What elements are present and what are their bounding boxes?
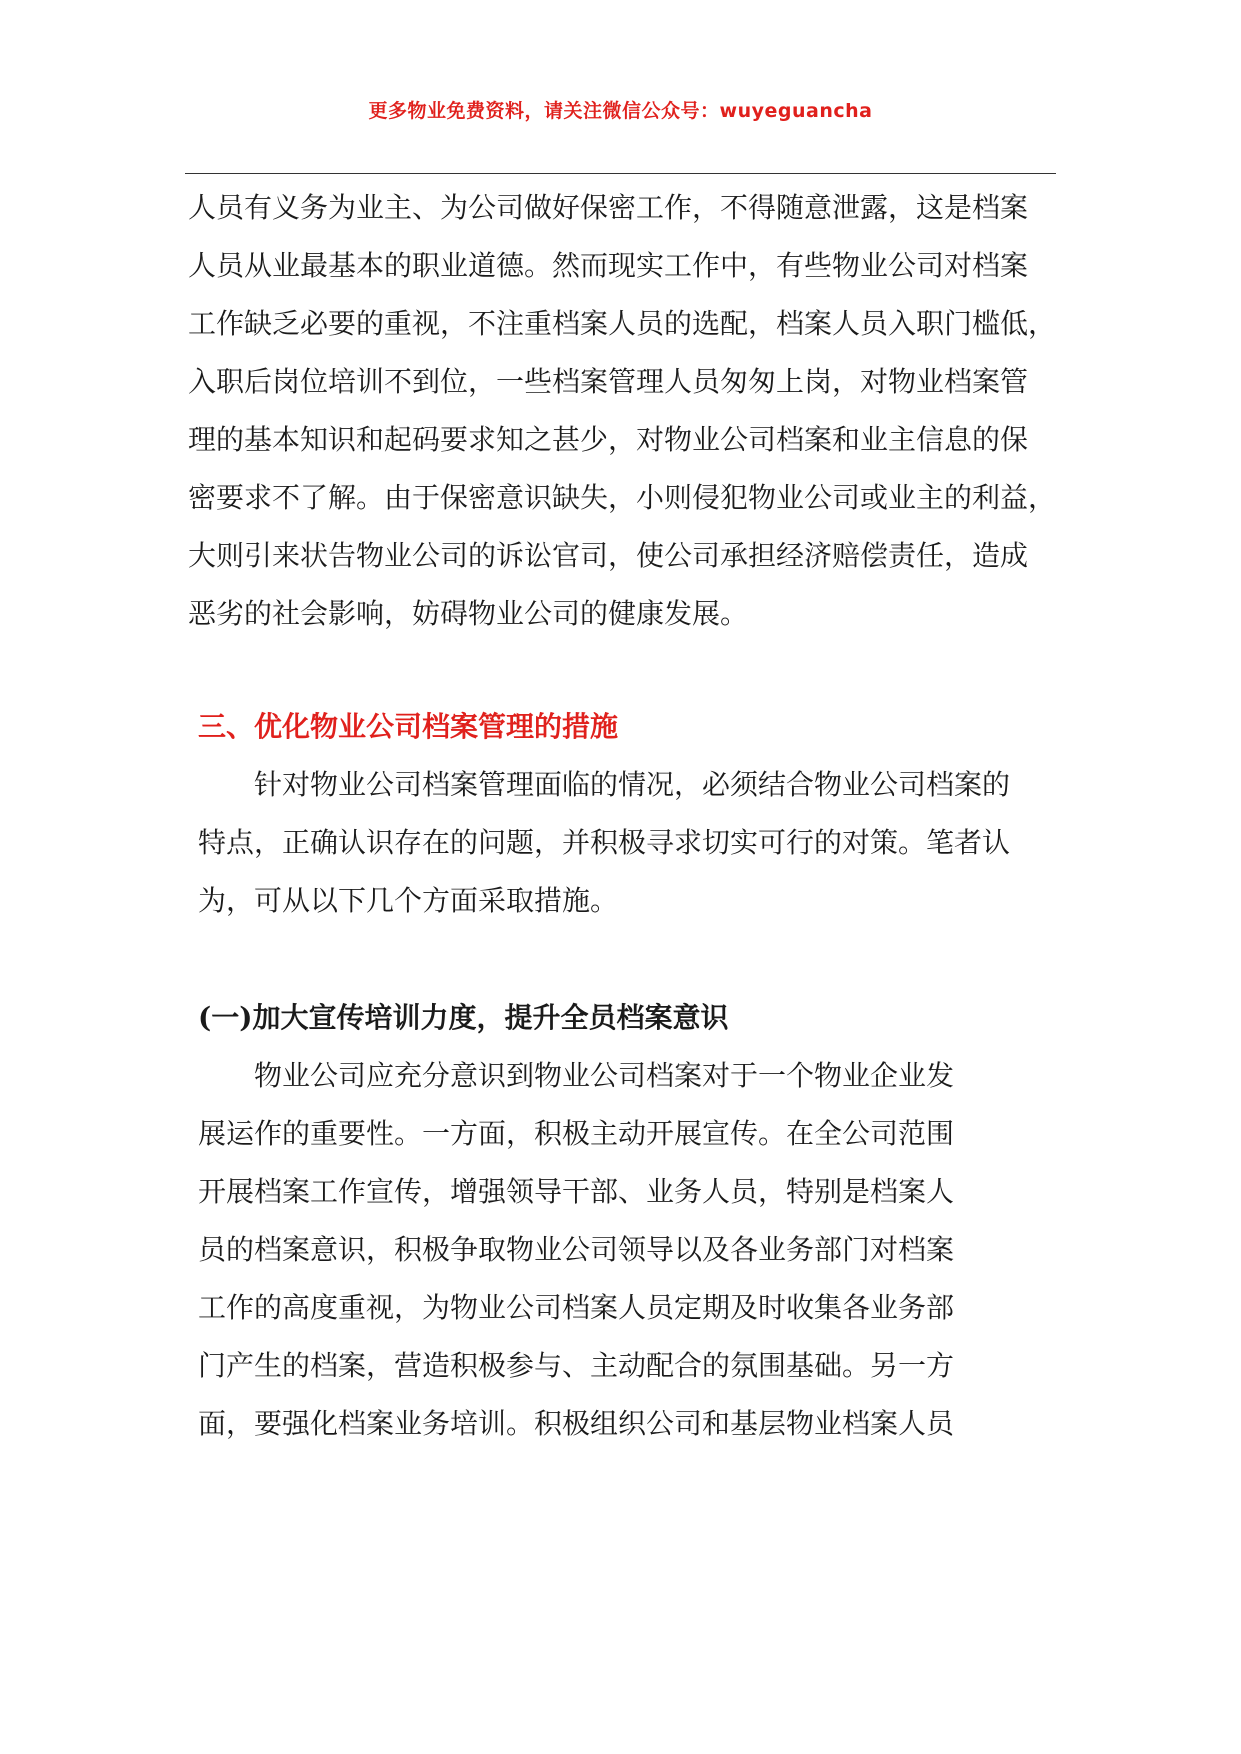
- paragraph-line: 为，可从以下几个方面采取措施。: [198, 884, 619, 917]
- paragraph-line: 人员从业最基本的职业道德。然而现实工作中，有些物业公司对档案: [188, 249, 1029, 282]
- paragraph-line: 特点，正确认识存在的问题，并积极寻求切实可行的对策。笔者认: [198, 826, 1011, 859]
- header-note: 更多物业免费资料，请关注微信公众号：wuyeguancha: [368, 100, 873, 122]
- paragraph-line: 开展档案工作宣传，增强领导干部、业务人员，特别是档案人: [198, 1175, 955, 1208]
- paragraph-line: 门产生的档案，营造积极参与、主动配合的氛围基础。另一方: [198, 1349, 955, 1382]
- paragraph-line: 密要求不了解。由于保密意识缺失，小则侵犯物业公司或业主的利益，: [188, 481, 1057, 514]
- paragraph-line: 人员有义务为业主、为公司做好保密工作，不得随意泄露，这是档案: [188, 191, 1029, 224]
- paragraph-line: 工作缺乏必要的重视，不注重档案人员的选配，档案人员入职门槛低，: [188, 307, 1057, 340]
- paragraph-line: 工作的高度重视，为物业公司档案人员定期及时收集各业务部: [198, 1291, 955, 1324]
- paragraph-line: 面，要强化档案业务培训。积极组织公司和基层物业档案人员: [198, 1407, 955, 1440]
- paragraph-line: 恶劣的社会影响，妨碍物业公司的健康发展。: [188, 597, 749, 630]
- section-heading: 三、优化物业公司档案管理的措施: [198, 710, 619, 743]
- paragraph-line: 大则引来状告物业公司的诉讼官司，使公司承担经济赔偿责任，造成: [188, 539, 1029, 572]
- paragraph-line: 展运作的重要性。一方面，积极主动开展宣传。在全公司范围: [198, 1117, 955, 1150]
- header-divider: [185, 173, 1056, 174]
- paragraph-line: 员的档案意识，积极争取物业公司领导以及各业务部门对档案: [198, 1233, 955, 1266]
- paragraph-line: 物业公司应充分意识到物业公司档案对于一个物业企业发: [254, 1059, 955, 1092]
- paragraph-line: 针对物业公司档案管理面临的情况，必须结合物业公司档案的: [254, 768, 1011, 801]
- paragraph-line: 入职后岗位培训不到位，一些档案管理人员匆匆上岗，对物业档案管: [188, 365, 1029, 398]
- paragraph-line: 理的基本知识和起码要求知之甚少，对物业公司档案和业主信息的保: [188, 423, 1029, 456]
- subsection-heading: (一)加大宣传培训力度，提升全员档案意识: [198, 1001, 729, 1034]
